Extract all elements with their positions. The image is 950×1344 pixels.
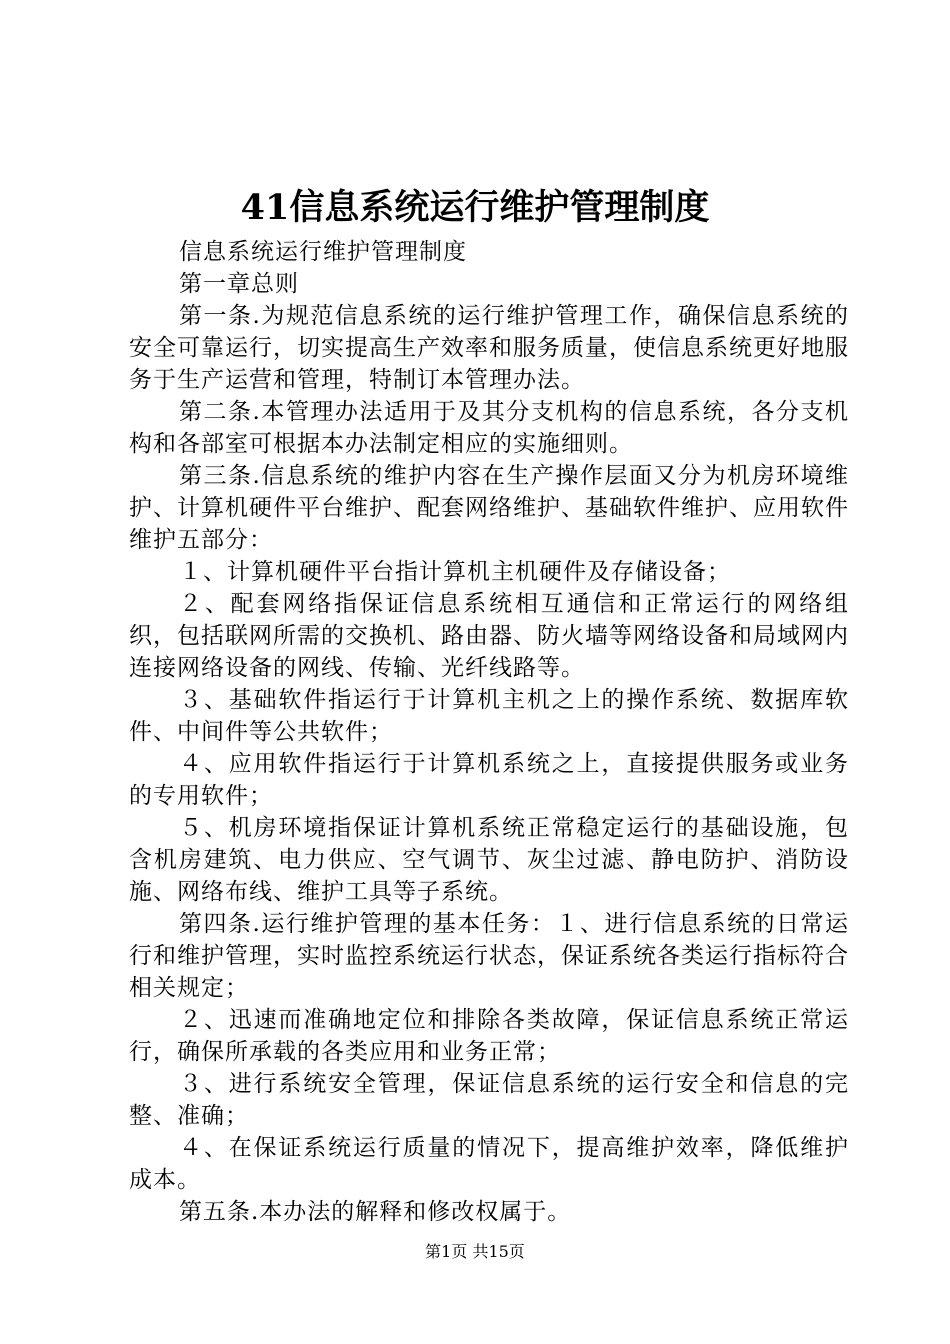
paragraph-article-1: 第一条.为规范信息系统的运行维护管理工作，确保信息系统的安全可靠运行，切实提高生产效率和服务质量，使信息系统更好地服务于生产运营和管理，特制订本管理办法。: [129, 303, 849, 393]
paragraph-item-5: ５、机房环境指保证计算机系统正常稳定运行的基础设施，包含机房建筑、电力供应、空气调节、灰尘过滤、静电防护、消防设施、网络布线、维护工具等子系统。: [129, 815, 849, 905]
paragraph-subtitle: 信息系统运行维护管理制度: [179, 239, 467, 265]
paragraph-article-5: 第五条.本办法的解释和修改权属于。: [179, 1199, 572, 1225]
document-body: [129, 236, 849, 1228]
paragraph-task-3: ３、进行系统安全管理，保证信息系统的运行安全和信息的完整、准确；: [129, 1071, 849, 1129]
paragraph-task-4: ４、在保证系统运行质量的情况下，提高维护效率，降低维护成本。: [129, 1135, 849, 1193]
paragraph-item-1: １、计算机硬件平台指计算机主机硬件及存储设备；: [179, 559, 731, 585]
paragraph-item-4: ４、应用软件指运行于计算机系统之上，直接提供服务或业务的专用软件；: [129, 751, 849, 809]
document-title: 41信息系统运行维护管理制度: [240, 187, 710, 228]
paragraph-article-2: 第二条.本管理办法适用于及其分支机构的信息系统，各分支机构和各部室可根据本办法制定相应的实施细则。: [129, 399, 849, 457]
paragraph-article-3: 第三条.信息系统的维护内容在生产操作层面又分为机房环境维护、计算机硬件平台维护、配套网络维护、基础软件维护、应用软件维护五部分：: [129, 463, 849, 553]
paragraph-task-2: ２、迅速而准确地定位和排除各类故障，保证信息系统正常运行，确保所承载的各类应用和业务正常；: [129, 1007, 849, 1065]
paragraph-item-2: ２、配套网络指保证信息系统相互通信和正常运行的网络组织，包括联网所需的交换机、路由器、防火墙等网络设备和局域网内连接网络设备的网线、传输、光纤线路等。: [129, 591, 849, 681]
paragraph-item-3: ３、基础软件指运行于计算机主机之上的操作系统、数据库软件、中间件等公共软件；: [129, 687, 849, 745]
paragraph-chapter-heading: 第一章总则: [179, 271, 299, 297]
paragraph-article-4: 第四条.运行维护管理的基本任务：１、进行信息系统的日常运行和维护管理，实时监控系统运行状态，保证系统各类运行指标符合相关规定；: [129, 911, 849, 1001]
page-number-footer: 第1页 共15页: [425, 1242, 525, 1261]
